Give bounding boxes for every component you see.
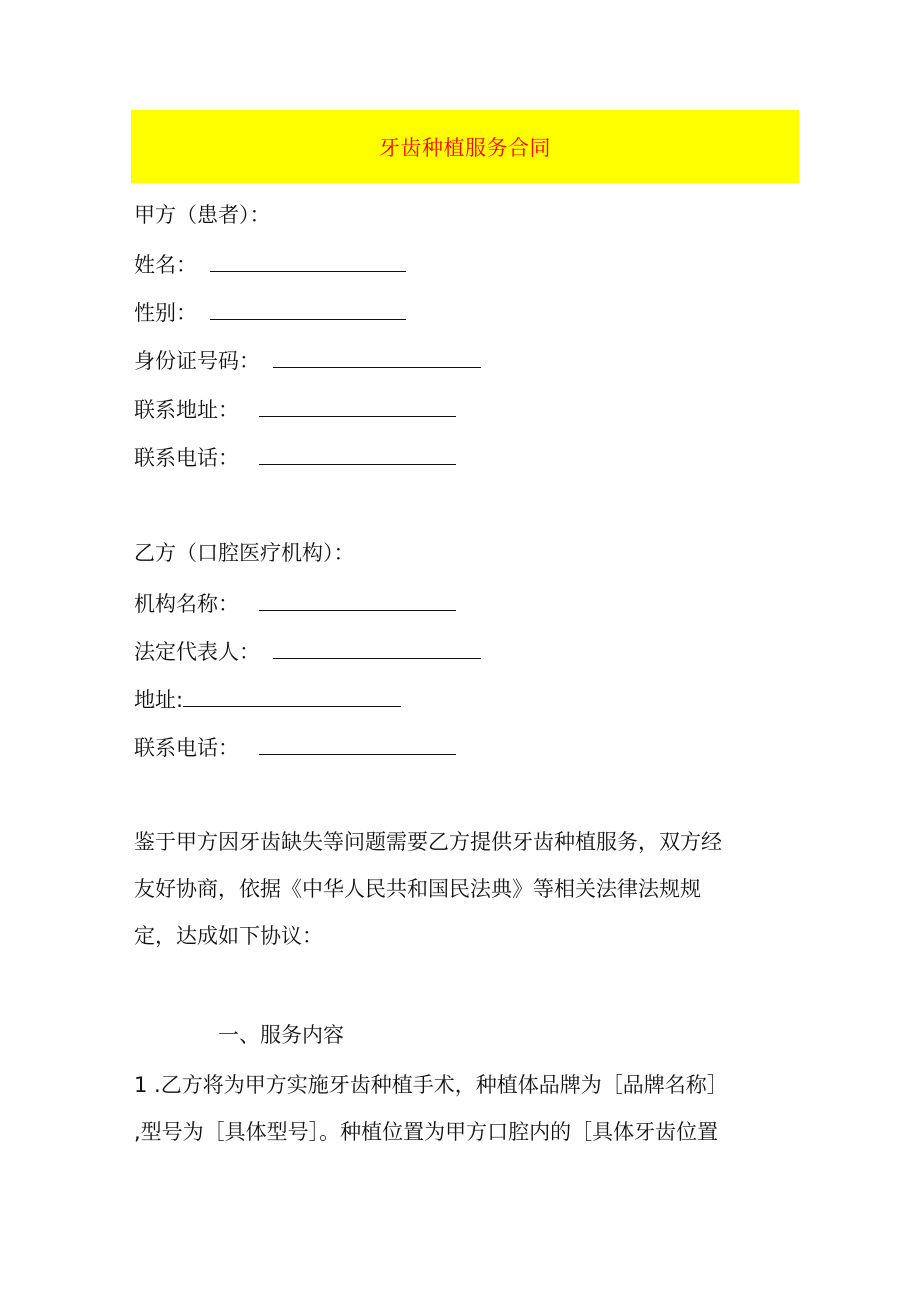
field-label: 身份证号码： bbox=[134, 349, 260, 373]
field-label: 性别： bbox=[134, 301, 197, 325]
phone-blank[interactable] bbox=[259, 442, 456, 465]
field-label: 联系电话： bbox=[134, 736, 239, 760]
field-label: 姓名： bbox=[134, 253, 197, 277]
field-label: 联系地址： bbox=[134, 398, 239, 422]
party-b-rep-row bbox=[134, 636, 481, 666]
party-a-heading: 甲方（患者）： bbox=[134, 203, 271, 227]
name-blank[interactable] bbox=[210, 249, 406, 272]
party-a-gender-row bbox=[134, 297, 406, 327]
phone-blank[interactable] bbox=[259, 732, 456, 755]
address-blank[interactable] bbox=[183, 684, 401, 707]
party-a-id-row bbox=[134, 345, 481, 375]
field-label: 联系电话： bbox=[134, 446, 239, 470]
party-a-phone-row bbox=[134, 442, 456, 472]
field-label: 法定代表人： bbox=[134, 640, 260, 664]
document-title: 牙齿种植服务合同 bbox=[379, 135, 551, 160]
party-b-heading: 乙方（口腔医疗机构）： bbox=[134, 541, 355, 565]
title-banner bbox=[131, 110, 799, 183]
clause-line: ,型号为［具体型号］。种植位置为甲方口腔内的［具体牙齿位置 bbox=[134, 1120, 719, 1144]
clause-line: 1 .乙方将为甲方实施牙齿种植手术，种植体品牌为［品牌名称］ bbox=[134, 1073, 728, 1097]
party-a-address-row bbox=[134, 394, 456, 424]
field-label: 机构名称： bbox=[134, 592, 239, 616]
field-label: 地址: bbox=[134, 688, 184, 712]
party-b-address-row bbox=[134, 684, 401, 714]
preamble-line: 友好协商，依据《中华人民共和国民法典》等相关法律法规规 bbox=[134, 877, 701, 901]
party-b-phone-row bbox=[134, 732, 456, 762]
org-name-blank[interactable] bbox=[259, 588, 456, 611]
party-a-name-row bbox=[134, 249, 406, 279]
party-b-org-row bbox=[134, 588, 456, 618]
preamble-line: 定，达成如下协议： bbox=[134, 924, 323, 948]
id-number-blank[interactable] bbox=[273, 345, 481, 368]
section-1-heading: 一、服务内容 bbox=[218, 1023, 344, 1047]
gender-blank[interactable] bbox=[210, 297, 406, 320]
legal-rep-blank[interactable] bbox=[273, 636, 481, 659]
preamble-paragraph bbox=[134, 819, 794, 960]
address-blank[interactable] bbox=[259, 394, 456, 417]
section-1-body bbox=[134, 1062, 794, 1156]
preamble-line: 鉴于甲方因牙齿缺失等问题需要乙方提供牙齿种植服务，双方经 bbox=[134, 830, 722, 854]
